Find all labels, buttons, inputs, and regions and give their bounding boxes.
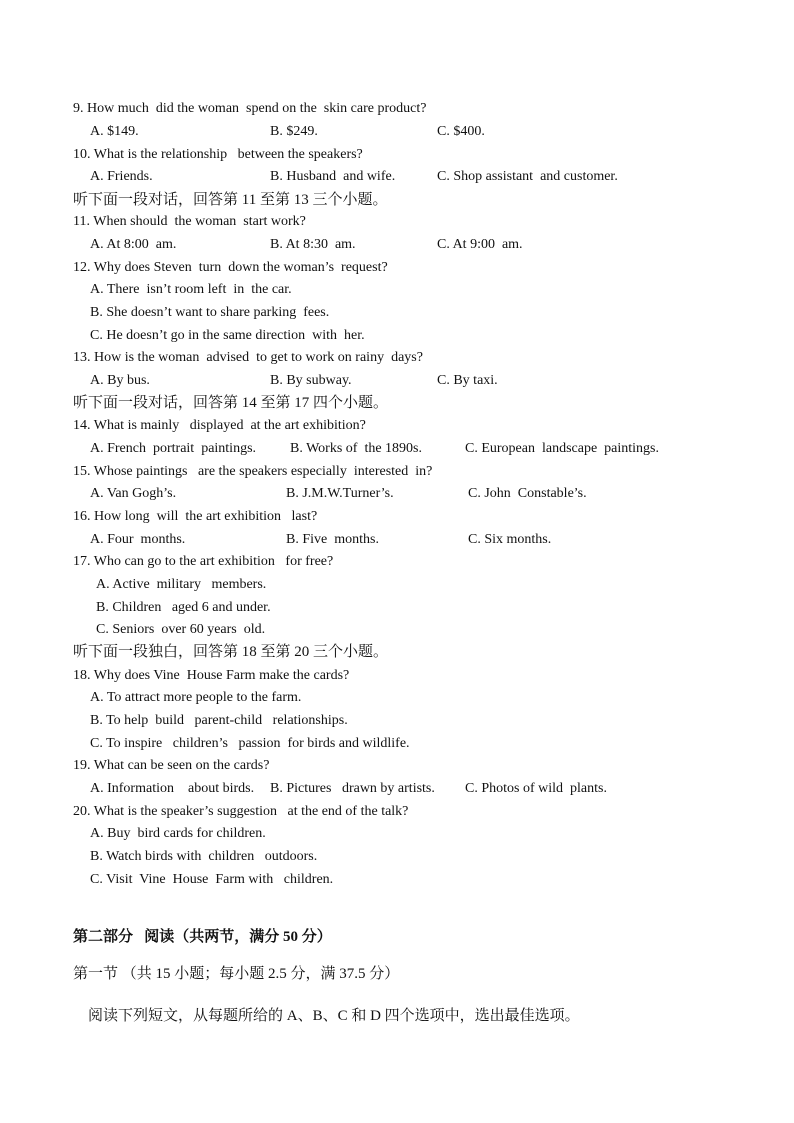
question-12-stem: 12. Why does Steven turn down the woman’s request?	[73, 260, 388, 275]
question-10-option-b: B. Husband and wife.	[270, 169, 396, 184]
section-2-subheading: 第一节 （共 15 小题；每小题 2.5 分，满 37.5 分）	[73, 966, 400, 982]
question-20-option-c: C. Visit Vine House Farm with children.	[90, 872, 334, 887]
question-11-option-a: A. At 8:00 am.	[90, 237, 177, 252]
question-14-option-a: A. French portrait paintings.	[90, 441, 257, 456]
question-13-option-b: B. By subway.	[270, 373, 352, 388]
question-14-option-c: C. European landscape paintings.	[465, 441, 660, 456]
question-18-stem: 18. Why does Vine House Farm make the cards?	[73, 668, 350, 683]
question-18-option-b: B. To help build parent-child relationships.	[90, 713, 348, 728]
question-19-option-c: C. Photos of wild plants.	[465, 781, 607, 796]
question-14-option-b: B. Works of the 1890s.	[290, 441, 423, 456]
question-19-option-a: A. Information about birds.	[90, 781, 255, 796]
question-9-option-c: C. $400.	[437, 124, 485, 139]
question-11-stem: 11. When should the woman start work?	[73, 214, 306, 229]
question-16-stem: 16. How long will the art exhibition last?	[73, 509, 318, 524]
question-12-option-a: A. There isn’t room left in the car.	[90, 282, 292, 297]
question-15-option-b: B. J.M.W.Turner’s.	[286, 486, 394, 501]
question-18-option-c: C. To inspire children’s passion for birds and wildlife.	[90, 736, 410, 751]
listening-instruction-1: 听下面一段对话，回答第 11 至第 13 三个小题。	[73, 192, 388, 208]
question-12-option-b: B. She doesn’t want to share parking fees.	[90, 305, 330, 320]
question-20-option-a: A. Buy bird cards for children.	[90, 826, 266, 841]
question-19-option-b: B. Pictures drawn by artists.	[270, 781, 435, 796]
listening-instruction-2: 听下面一段对话，回答第 14 至第 17 四个小题。	[73, 395, 389, 411]
question-11-option-c: C. At 9:00 am.	[437, 237, 523, 252]
question-11-option-b: B. At 8:30 am.	[270, 237, 356, 252]
question-9-option-b: B. $249.	[270, 124, 318, 139]
question-13-option-a: A. By bus.	[90, 373, 150, 388]
question-15-option-c: C. John Constable’s.	[468, 486, 587, 501]
question-17-option-b: B. Children aged 6 and under.	[96, 600, 271, 615]
question-19-stem: 19. What can be seen on the cards?	[73, 758, 270, 773]
question-18-option-a: A. To attract more people to the farm.	[90, 690, 302, 705]
question-16-option-b: B. Five months.	[286, 532, 379, 547]
question-20-option-b: B. Watch birds with children outdoors.	[90, 849, 318, 864]
question-17-option-a: A. Active military members.	[96, 577, 267, 592]
question-14-stem: 14. What is mainly displayed at the art exhibition?	[73, 418, 366, 433]
question-17-stem: 17. Who can go to the art exhibition for free?	[73, 554, 334, 569]
question-16-option-c: C. Six months.	[468, 532, 552, 547]
question-15-stem: 15. Whose paintings are the speakers especially interested in?	[73, 464, 433, 479]
question-10-option-c: C. Shop assistant and customer.	[437, 169, 618, 184]
question-17-option-c: C. Seniors over 60 years old.	[96, 622, 266, 637]
question-13-option-c: C. By taxi.	[437, 373, 498, 388]
question-12-option-c: C. He doesn’t go in the same direction with her.	[90, 328, 365, 343]
question-13-stem: 13. How is the woman advised to get to work on rainy days?	[73, 350, 423, 365]
question-10-stem: 10. What is the relationship between the speakers?	[73, 147, 363, 162]
question-10-option-a: A. Friends.	[90, 169, 153, 184]
question-9-stem: 9. How much did the woman spend on the skin care product?	[73, 101, 427, 116]
listening-instruction-3: 听下面一段独白，回答第 18 至第 20 三个小题。	[73, 644, 389, 660]
section-2-heading: 第二部分 阅读（共两节，满分 50 分）	[73, 929, 332, 945]
question-16-option-a: A. Four months.	[90, 532, 186, 547]
question-15-option-a: A. Van Gogh’s.	[90, 486, 177, 501]
reading-instruction: 阅读下列短文，从每题所给的 A、B、C 和 D 四个选项中，选出最佳选项。	[88, 1008, 580, 1024]
question-9-option-a: A. $149.	[90, 124, 139, 139]
question-20-stem: 20. What is the speaker’s suggestion at the end of the talk?	[73, 804, 409, 819]
